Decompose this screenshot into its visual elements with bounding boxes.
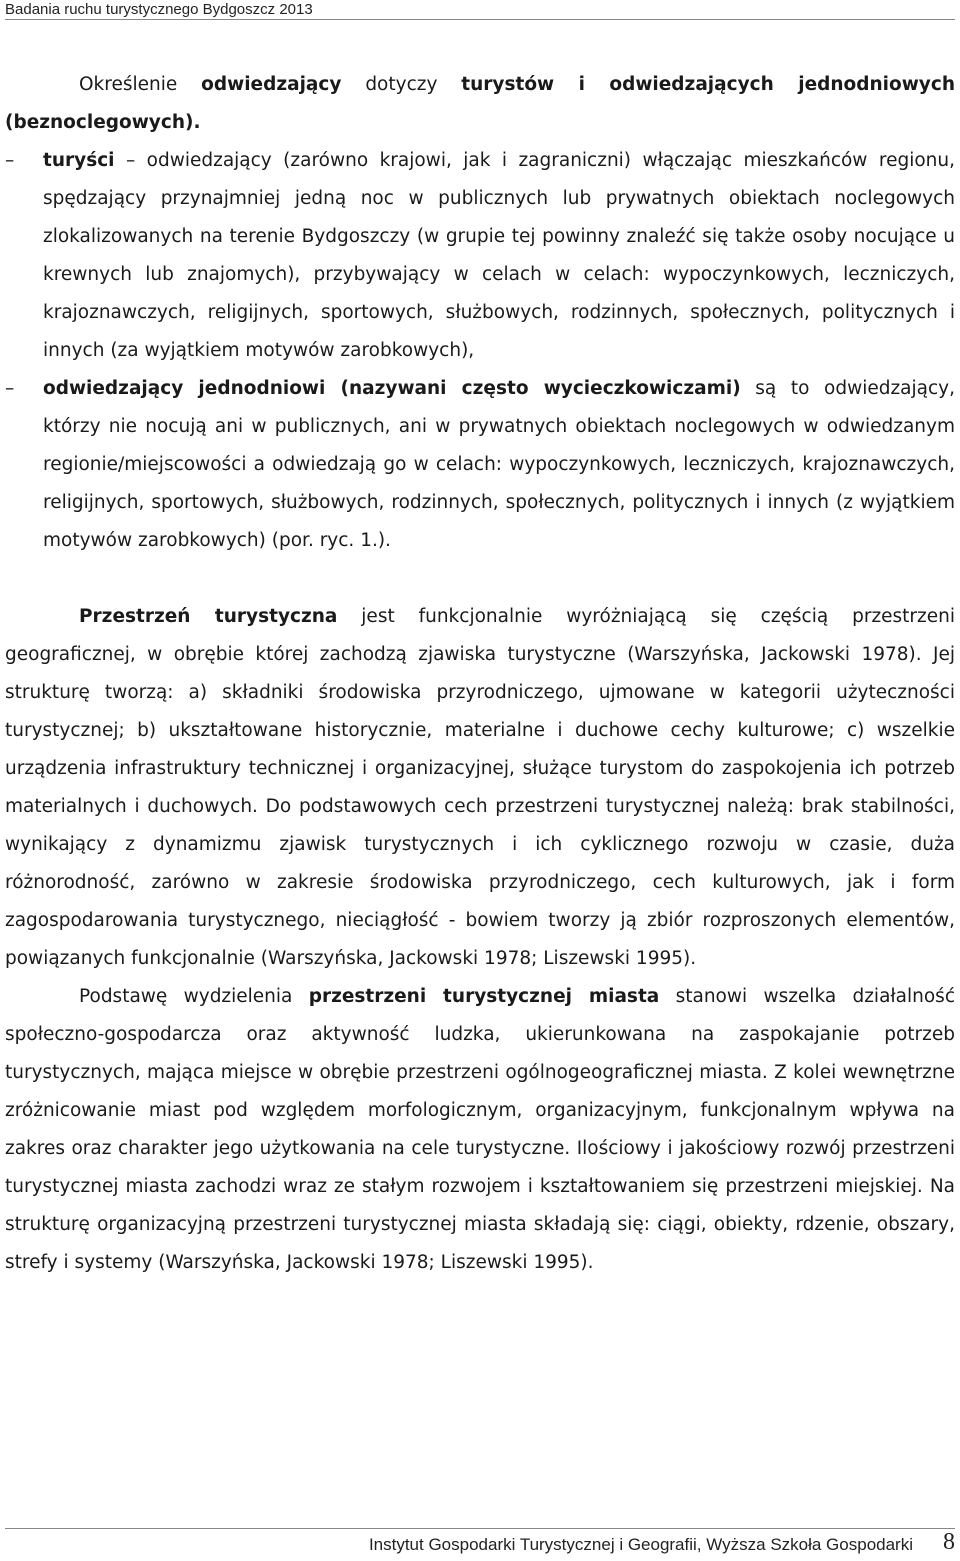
term-city-tourist-space: przestrzeni turystycznej miasta (308, 986, 660, 1007)
document-body (5, 66, 955, 1282)
page-footer (5, 1528, 955, 1561)
dash-bullet: – (5, 150, 15, 171)
definition-middle: dotyczy (341, 74, 462, 95)
list-item-day-visitors (5, 370, 955, 560)
dash-bullet: – (5, 378, 15, 399)
city-space-text: stanowi wszelka działalność społeczno-gospodarcza oraz aktywność ludzka, ukierunkowana na zaspokajanie potrzeb turystycznych, mająca miejsce w obrębie przestrzeni ogólnogeograficznej miasta. Z kolei wewnętrzne zróżnicowanie miast pod względem morfologicznym, organizacyjnym, funkcjonalnym wpływa na zakres oraz charakter jego użytkowania na cele turystyczne. Ilościowy i jakościowy rozwój przestrzeni turystycznej miasta zachodzi wraz ze stałym rozwojem i kształtowaniem się przestrzeni miejskiej. Na strukturę organizacyjną przestrzeni turystycznej miasta składają się: ciągi, obiekty, rdzenie, obszary, strefy i systemy (Warszyńska, Jackowski 1978; Liszewski 1995). (5, 986, 955, 1273)
definition-term-tourists: turystów i odwiedzających jednodniowych (beznoclegowych). (5, 74, 955, 133)
list-item-tourists (5, 142, 955, 370)
definition-term-visitor: odwiedzający (201, 74, 342, 95)
day-visitors-description: są to odwiedzający, którzy nie nocują ani w publicznych, ani w prywatnych obiektach noclegowych w odwiedzanym regionie/miejscowości a odwiedzają go w celach: wypoczynkowych, leczniczych, krajoznawczych, religijnych, sportowych, służbowych, rodzinnych, społecznych, politycznych i innych (z wyjątkiem motywów zarobkowych) (por. ryc. 1.). (43, 378, 955, 551)
tourist-space-paragraph (5, 598, 955, 978)
term-day-visitors: odwiedzający jednodniowi (nazywani często wycieczkowiczami) (43, 378, 741, 399)
footer-institution: Instytut Gospodarki Turystycznej i Geografii, Wyższa Szkoła Gospodarki (368, 1535, 913, 1554)
definition-prefix: Określenie (79, 74, 202, 95)
page-number: 8 (943, 1529, 955, 1555)
page-header (5, 0, 955, 20)
term-tourists: turyści (43, 150, 115, 171)
tourist-space-text: jest funkcjonalnie wyróżniającą się częścią przestrzeni geograficznej, w obrębie której zachodzą zjawiska turystyczne (Warszyńska, Jackowski 1978). Jej strukturę tworzą: a) składniki środowiska przyrodniczego, ujmowane w kategorii użyteczności turystycznej; b) ukształtowane historycznie, materialne i duchowe cechy kulturowe; c) wszelkie urządzenia infrastruktury technicznej i organizacyjnej, służące turystom do zaspokojenia ich potrzeb materialnych i duchowych. Do podstawowych cech przestrzeni turystycznej należą: brak stabilności, wynikający z dynamizmu zjawisk turystycznych i ich cyklicznego rozwoju w czasie, duża różnorodność, zarówno w zakresie środowiska przyrodniczego, cech kulturowych, jak i form zagospodarowania turystycznego, nieciągłość - bowiem tworzy ją zbiór rozproszonych elementów, powiązanych funkcjonalnie (Warszyńska, Jackowski 1978; Liszewski 1995). (5, 606, 955, 969)
header-title: Badania ruchu turystycznego Bydgoszcz 2013 (5, 1, 313, 18)
definition-list (5, 142, 955, 560)
paragraph-gap (5, 560, 955, 598)
definition-paragraph (5, 66, 955, 142)
tourists-description: – odwiedzający (zarówno krajowi, jak i zagraniczni) włączając mieszkańców regionu, spędzający przynajmniej jedną noc w publicznych lub prywatnych obiektach noclegowych zlokalizowanych na terenie Bydgoszczy (w grupie tej powinny znaleźć się także osoby nocujące u krewnych lub znajomych), przybywający w celach w celach: wypoczynkowych, leczniczych, krajoznawczych, religijnych, sportowych, służbowych, rodzinnych, społecznych, politycznych i innych (za wyjątkiem motywów zarobkowych), (43, 150, 955, 361)
term-tourist-space: Przestrzeń turystyczna (79, 606, 338, 627)
city-space-prefix: Podstawę wydzielenia (79, 986, 309, 1007)
city-space-paragraph (5, 978, 955, 1282)
